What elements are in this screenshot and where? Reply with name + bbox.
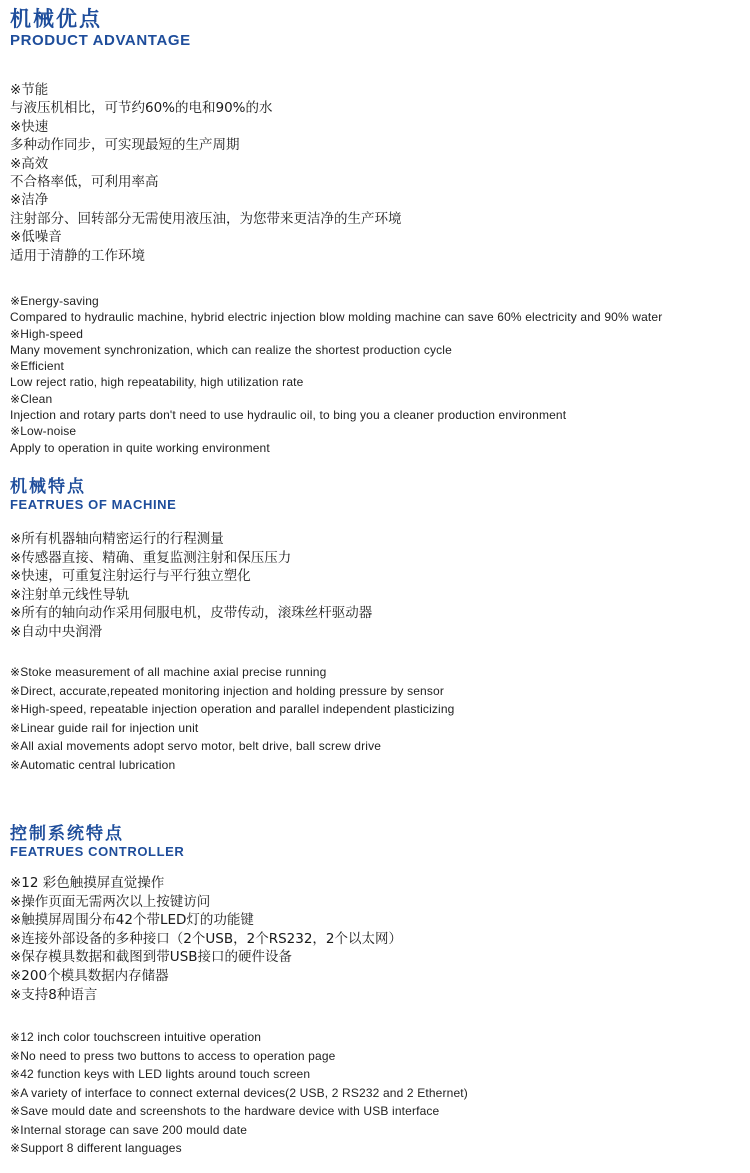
list-item: ※42 function keys with LED lights around touch screen: [10, 1067, 311, 1081]
list-item: ※触摸屏周围分布42个带LED灯的功能键: [10, 912, 254, 929]
features-cn-list: [10, 530, 745, 642]
list-item: ※快速: [10, 118, 49, 135]
advantage-header: [10, 6, 745, 50]
controller-en-list: [10, 1028, 745, 1158]
features-header: [10, 477, 745, 512]
list-item: ※Internal storage can save 200 mould date: [10, 1122, 248, 1137]
features-en-list: [10, 663, 745, 775]
list-item: ※200个模具数据内存储器: [10, 967, 169, 984]
list-item: ※保存模具数据和截图到带USB接口的硬件设备: [10, 949, 293, 966]
features-title-cn: 机械特点: [10, 477, 86, 497]
list-item: ※高效: [10, 155, 49, 172]
list-item: ※Save mould date and screenshots to the hardware device with USB interface: [10, 1104, 440, 1118]
list-item: ※所有机器轴向精密运行的行程测量: [10, 531, 224, 547]
list-item: ※洁净: [10, 192, 49, 209]
list-item: ※操作页面无需两次以上按键访问: [10, 893, 211, 910]
list-item: 注射部分、回转部分无需使用液压油，为您带来更洁净的生产环境: [10, 210, 402, 227]
list-item: ※Energy-saving: [10, 294, 99, 308]
list-item: Compared to hydraulic machine, hybrid electric injection blow molding machine can save 60% electricity and 90% water: [10, 310, 663, 325]
list-item: Injection and rotary parts don't need to use hydraulic oil, to bing you a cleaner production environment: [10, 408, 567, 423]
list-item: ※High-speed: [10, 326, 84, 341]
list-item: ※低噪音: [10, 229, 62, 246]
list-item: ※支持8种语言: [10, 986, 98, 1003]
list-item: ※Stoke measurement of all machine axial precise running: [10, 665, 327, 679]
list-item: ※Automatic central lubrication: [10, 757, 176, 772]
list-item: ※连接外部设备的多种接口（2个USB，2个RS232，2个以太网）: [10, 930, 403, 947]
list-item: ※所有的轴向动作采用伺服电机，皮带传动，滚珠丝杆驱动器: [10, 605, 373, 622]
advantage-title-cn: 机械优点: [10, 7, 102, 31]
list-item: ※快速，可重复注射运行与平行独立塑化: [10, 568, 251, 585]
list-item: ※12 inch color touchscreen intuitive operation: [10, 1030, 262, 1044]
list-item: ※Clean: [10, 391, 53, 406]
list-item: ※自动中央润滑: [10, 623, 103, 640]
list-item: 适用于清静的工作环境: [10, 247, 145, 264]
advantage-en-list: [10, 293, 745, 456]
list-item: ※Low-noise: [10, 424, 77, 439]
list-item: Many movement synchronization, which can realize the shortest production cycle: [10, 342, 452, 357]
controller-title-cn: 控制系统特点: [10, 824, 124, 844]
list-item: 与液压机相比，可节约60%的电和90%的水: [10, 100, 273, 117]
list-item: ※All axial movements adopt servo motor, belt drive, ball screw drive: [10, 739, 382, 754]
list-item: ※High-speed, repeatable injection operation and parallel independent plasticizing: [10, 702, 455, 717]
list-item: Apply to operation in quite working environment: [10, 440, 270, 455]
list-item: ※节能: [10, 82, 49, 98]
list-item: ※Direct, accurate,repeated monitoring injection and holding pressure by sensor: [10, 683, 444, 698]
list-item: ※12 彩色触摸屏直觉操作: [10, 875, 165, 891]
list-item: ※注射单元线性导轨: [10, 586, 130, 603]
list-item: 不合格率低，可利用率高: [10, 174, 159, 191]
list-item: ※No need to press two buttons to access to operation page: [10, 1048, 336, 1063]
list-item: ※传感器直接、精确、重复监测注射和保压压力: [10, 549, 292, 566]
features-title-en: FEATRUES OF MACHINE: [10, 497, 177, 512]
controller-cn-list: [10, 874, 745, 1004]
list-item: ※A variety of interface to connect external devices(2 USB, 2 RS232 and 2 Ethernet): [10, 1085, 468, 1100]
list-item: ※Linear guide rail for injection unit: [10, 720, 199, 735]
list-item: Low reject ratio, high repeatability, high utilization rate: [10, 375, 304, 390]
controller-header: [10, 824, 745, 859]
advantage-cn-list: [10, 81, 745, 265]
advantage-title-en: PRODUCT ADVANTAGE: [10, 32, 191, 49]
list-item: ※Efficient: [10, 359, 65, 374]
list-item: ※Support 8 different languages: [10, 1141, 182, 1155]
controller-title-en: FEATRUES CONTROLLER: [10, 844, 185, 859]
list-item: 多种动作同步，可实现最短的生产周期: [10, 137, 240, 154]
